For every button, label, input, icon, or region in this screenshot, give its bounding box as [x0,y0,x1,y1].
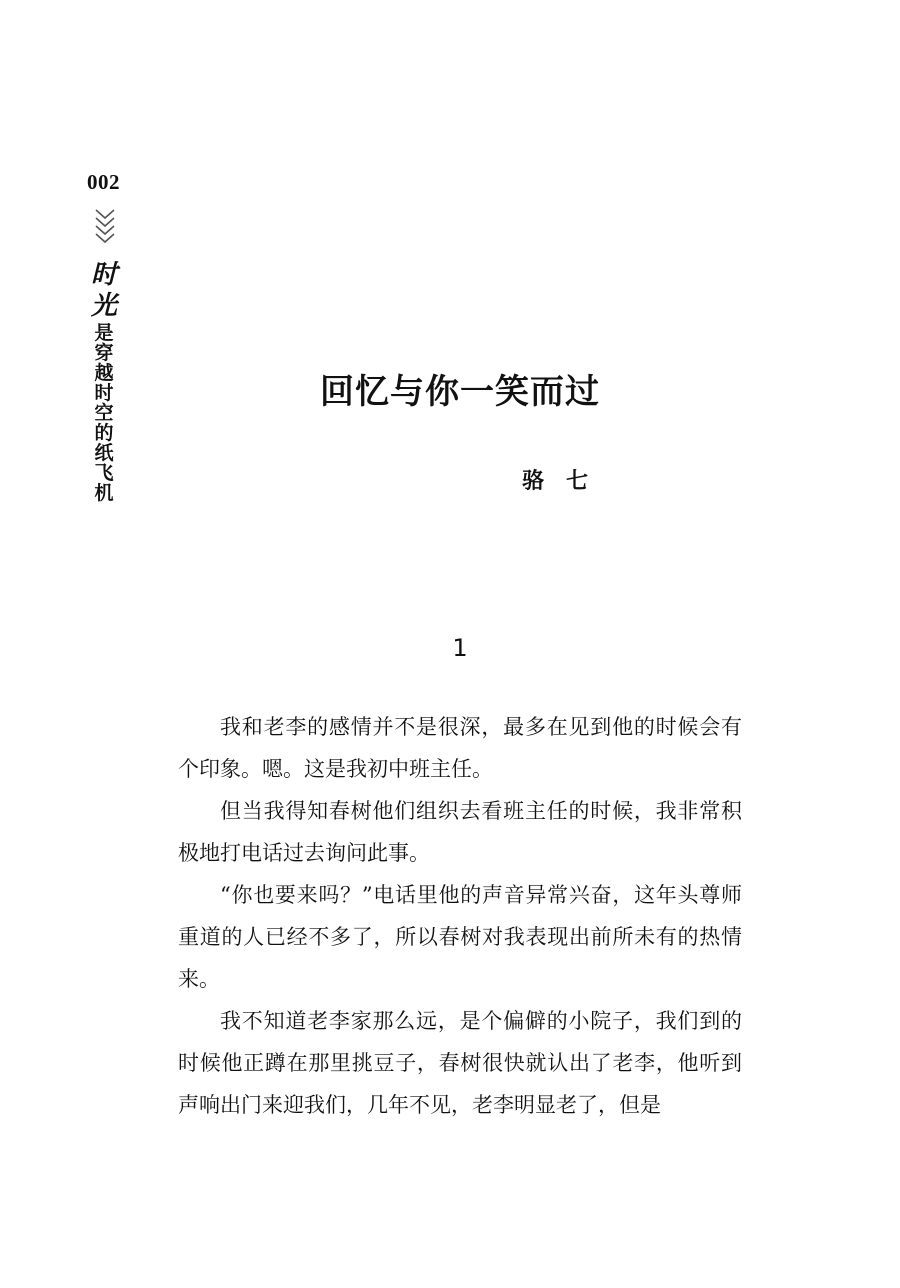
section-number: 1 [452,634,468,662]
book-title-char: 穿 [94,342,114,364]
paragraph: 我不知道老李家那么远，是个偏僻的小院子，我们到的时候他正蹲在那里挑豆子，春树很快就认出了老李，他听到声响出门来迎我们，几年不见，老李明显老了，但是 [178,1009,742,1117]
book-title-char: 飞 [94,462,114,484]
book-title-char: 时 [90,260,117,290]
book-title-char: 光 [90,291,117,321]
book-title-char: 纸 [94,442,114,464]
author-name: 骆七 [522,468,611,494]
body-text [178,706,742,1126]
book-title-char: 的 [94,422,114,444]
book-title-char: 时 [94,382,114,404]
page-number: 002 [87,170,120,194]
chapter-title: 回忆与你一笑而过 [320,372,600,412]
book-title-char: 机 [94,482,114,504]
book-title-char: 是 [94,322,114,344]
book-title-char: 越 [94,362,114,384]
paragraph: “你也要来吗？”电话里他的声音异常兴奋，这年头尊师重道的人已经不多了，所以春树对我表现出前所未有的热情来。 [178,883,742,991]
chevron-down-icon [94,208,116,248]
paragraph: 我和老李的感情并不是很深，最多在见到他的时候会有个印象。嗯。这是我初中班主任。 [178,715,742,781]
paragraph: 但当我得知春树他们组织去看班主任的时候，我非常积极地打电话过去询问此事。 [178,799,742,865]
book-title-char: 空 [94,402,114,424]
